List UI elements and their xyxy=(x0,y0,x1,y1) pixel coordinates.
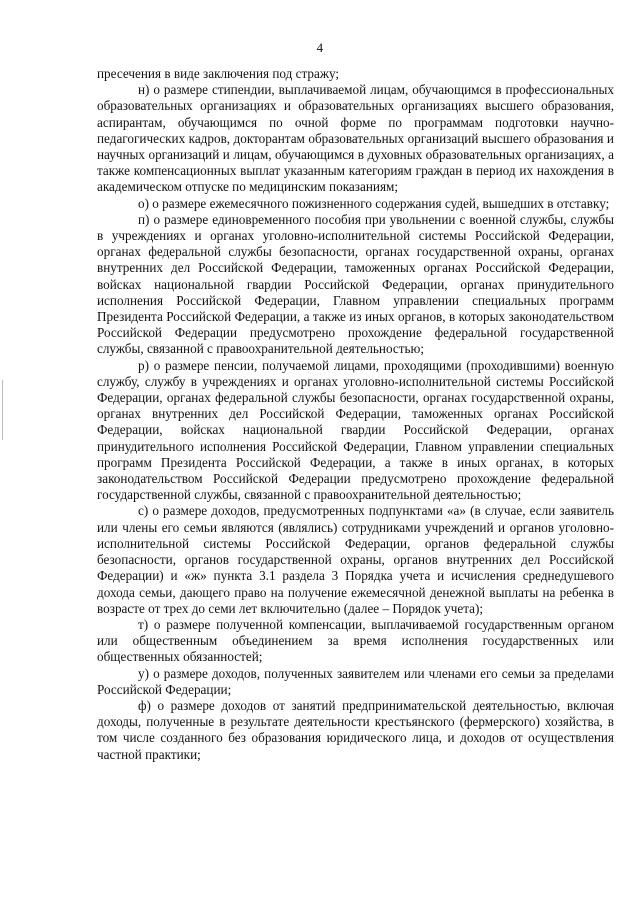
paragraph-continuation: пресечения в виде заключения под стражу; xyxy=(97,66,340,81)
paragraph-p: п) о размере единовременного пособия при увольнении с военной службы, службы в учреждениях и органах уголовно-исполнительной системы Российской Федерации, органах федеральной службы безопасности, органах государственной охраны, органах внутренних дел Российской Федерации, таможенных органах Российской Федерации, войсках национальной гвардии Российской Федерации, органах принудительного исполнения Российской Федерации, Главном управлении специальных программ Президента Российской Федерации, а также из иных органов, в которых законодательством Российской Федерации предусмотрено прохождение федеральной государственной службы, связанной с правоохранительной деятельностью; xyxy=(97,211,614,357)
paragraph-o: о) о размере ежемесячного пожизненного содержания судей, вышедших в отставку; xyxy=(138,195,610,211)
paragraph-f: ф) о размере доходов от занятий предпринимательской деятельностью, включая доходы, полученные в результате деятельности крестьянского (фермерского) хозяйства, в том числе созданного без образования юридического лица, и доходов от осуществления частной практики; xyxy=(97,697,614,762)
paragraph-u: у) о размере доходов, полученных заявителем или членами его семьи за пределами Российской Федерации; xyxy=(97,665,614,697)
page-number: 4 xyxy=(316,40,324,55)
document-body xyxy=(97,66,614,763)
paragraph-n: н) о размере стипендии, выплачиваемой лицам, обучающимся в профессиональных образовательных организациях и образовательных организациях высшего образования, аспирантам, обучающимся по очной форме по программам подготовки научно-педагогических кадров, докторантам образовательных организаций высшего образования и научных организаций и лицам, обучающимся в духовных образовательных организациях, а также компенсационных выплат указанным категориям граждан в период их нахождения в академическом отпуске по медицинским показаниям; xyxy=(97,82,614,195)
paragraph-s: с) о размере доходов, предусмотренных подпунктами «а» (в случае, если заявитель или члены его семьи являются (являлись) сотрудниками учреждений и органов уголовно-исполнительной системы Российской Федерации, органов федеральной службы безопасности, органов государственной охраны, органов внутренних дел Российской Федерации) и «ж» пункта 3.1 раздела 3 Порядка учета и исчисления среднедушевого дохода семьи, дающего право на получение ежемесячной денежной выплаты на ребенка в возрасте от трех до семи лет включительно (далее – Порядок учета); xyxy=(97,503,614,616)
paragraph-t: т) о размере полученной компенсации, выплачиваемой государственным органом или общественным объединением за время исполнения государственных или общественных обязанностей; xyxy=(97,616,614,665)
scan-margin-mark xyxy=(2,380,3,440)
paragraph-r: р) о размере пенсии, получаемой лицами, проходящими (проходившими) военную службу, службу в учреждениях и органах уголовно-исполнительной системы Российской Федерации, органах федеральной службы безопасности, органах государственной охраны, органах внутренних дел Российской Федерации, таможенных органах Российской Федерации, войсках национальной гвардии Российской Федерации, органах принудительного исполнения Российской Федерации, Главном управлении специальных программ Президента Российской Федерации, а также в иных органах, в которых законодательством Российской Федерации предусмотрено прохождение федеральной государственной службы, связанной с правоохранительной деятельностью; xyxy=(97,357,614,503)
